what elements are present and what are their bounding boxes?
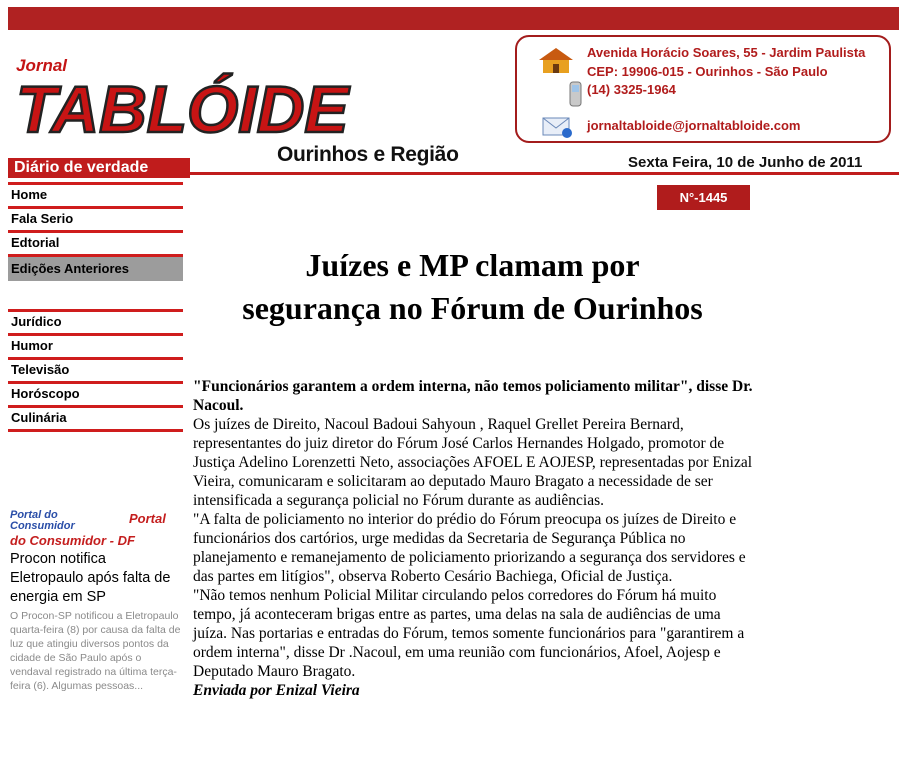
nav-item-editorial[interactable]: Edtorial <box>8 230 183 254</box>
date-label: Sexta Feira, 10 de Junho de 2011 <box>628 154 863 171</box>
logo-jornal-text: Jornal <box>16 56 68 75</box>
site-logo[interactable] <box>12 56 412 142</box>
sidebar-news <box>10 510 182 693</box>
article-body <box>193 377 758 700</box>
article-lead: "Funcionários garantem a ordem interna, não temos policiamento militar", disse Dr. Nacoul. <box>193 378 753 414</box>
article-title-line1: Juízes e MP clamam por <box>305 247 640 283</box>
house-icon <box>535 45 577 77</box>
article-signature: Enviada por Enizal Vieira <box>193 682 360 699</box>
contact-address: Avenida Horácio Soares, 55 - Jardim Paulista <box>587 45 866 60</box>
tagline: Diário de verdade <box>8 158 190 178</box>
portal-title-row <box>10 510 182 549</box>
nav-item-televisao[interactable]: Televisão <box>8 357 183 381</box>
nav-item-edicoes-anteriores[interactable]: Edições Anteriores <box>8 254 183 281</box>
region-title: Ourinhos e Região <box>277 143 459 166</box>
header-divider <box>190 172 899 175</box>
nav-item-horoscopo[interactable]: Horóscopo <box>8 381 183 405</box>
nav-divider <box>8 429 183 432</box>
article-paragraph-2: "A falta de policiamento no interior do prédio do Fórum preocupa os juízes de Direito e funcionários dos cartórios, urge medidas da Secretaria de Segurança Pública no planejamento e remanejamento de policiamento priorizando a segurança dos servidores e das partes em litígios", observa Roberto Cesário Bachiega, Oficial de Justiça. <box>193 511 746 585</box>
nav-item-fala-serio[interactable]: Fala Serio <box>8 206 183 230</box>
edition-badge: N°-1445 <box>657 185 750 210</box>
contact-email[interactable]: jornaltabloide@jornaltabloide.com <box>587 118 801 133</box>
news-headline[interactable]: Procon notifica Eletropaulo após falta de energia em SP <box>10 551 171 605</box>
nav-menu-sections <box>8 309 183 432</box>
contact-cep: CEP: 19906-015 - Ourinhos - São Paulo <box>587 64 828 79</box>
contact-phone: (14) 3325-1964 <box>587 82 676 97</box>
portal-title[interactable]: Portal do Consumidor - DF <box>10 511 166 548</box>
phone-icon <box>567 79 585 109</box>
article-title-line2: segurança no Fórum de Ourinhos <box>242 290 703 326</box>
nav-item-humor[interactable]: Humor <box>8 333 183 357</box>
article-title <box>190 244 755 330</box>
news-summary: O Procon-SP notificou a Eletropaulo quarta-feira (8) por causa da falta de luz que atingiu diversos pontos da cidade de São Paulo após o vendaval registrado na última terça-feira (6). Algumas pessoas... <box>10 610 181 692</box>
article-paragraph-3: "Não temos nenhum Policial Militar circulando pelos corredores do Fórum há muito tempo, já aconteceram brigas entre as partes, uma delas na sala de audiências de uma juíza. Nas portarias e entradas do Fórum, temos somente funcionários para "garantirem a ordem interna", disse Dr .Nacoul, em uma reunião com funcionários, Afoel, Aojesp e Deputado Mauro Bragato. <box>193 587 745 680</box>
nav-item-culinaria[interactable]: Culinária <box>8 405 183 429</box>
nav-item-juridico[interactable]: Jurídico <box>8 309 183 333</box>
logo-tabloide-text: TABLÓIDE <box>16 72 349 142</box>
nav-menu-main <box>8 182 183 281</box>
article-paragraph-1: Os juízes de Direito, Nacoul Badoui Sahyoun , Raquel Grellet Pereira Bernard, representantes do juiz diretor do Fórum José Carlos Hernandes Holgado, promotor de Justiça Adelino Lorenzetti Neto, associações AFOEL E AOJESP, representadas por Enizal Vieira, comunicaram e solicitaram ao deputado Mauro Bragato a necessidade de ser intensificada a segurança policial no Fórum durante as audiências. <box>193 416 753 509</box>
top-bar <box>8 7 899 30</box>
email-icon <box>541 113 575 139</box>
nav-item-home[interactable]: Home <box>8 182 183 206</box>
portal-consumidor-logo[interactable]: Portal do Consumidor <box>10 509 75 532</box>
contact-box <box>515 35 891 143</box>
logo-tabloide-graphic <box>12 70 412 142</box>
